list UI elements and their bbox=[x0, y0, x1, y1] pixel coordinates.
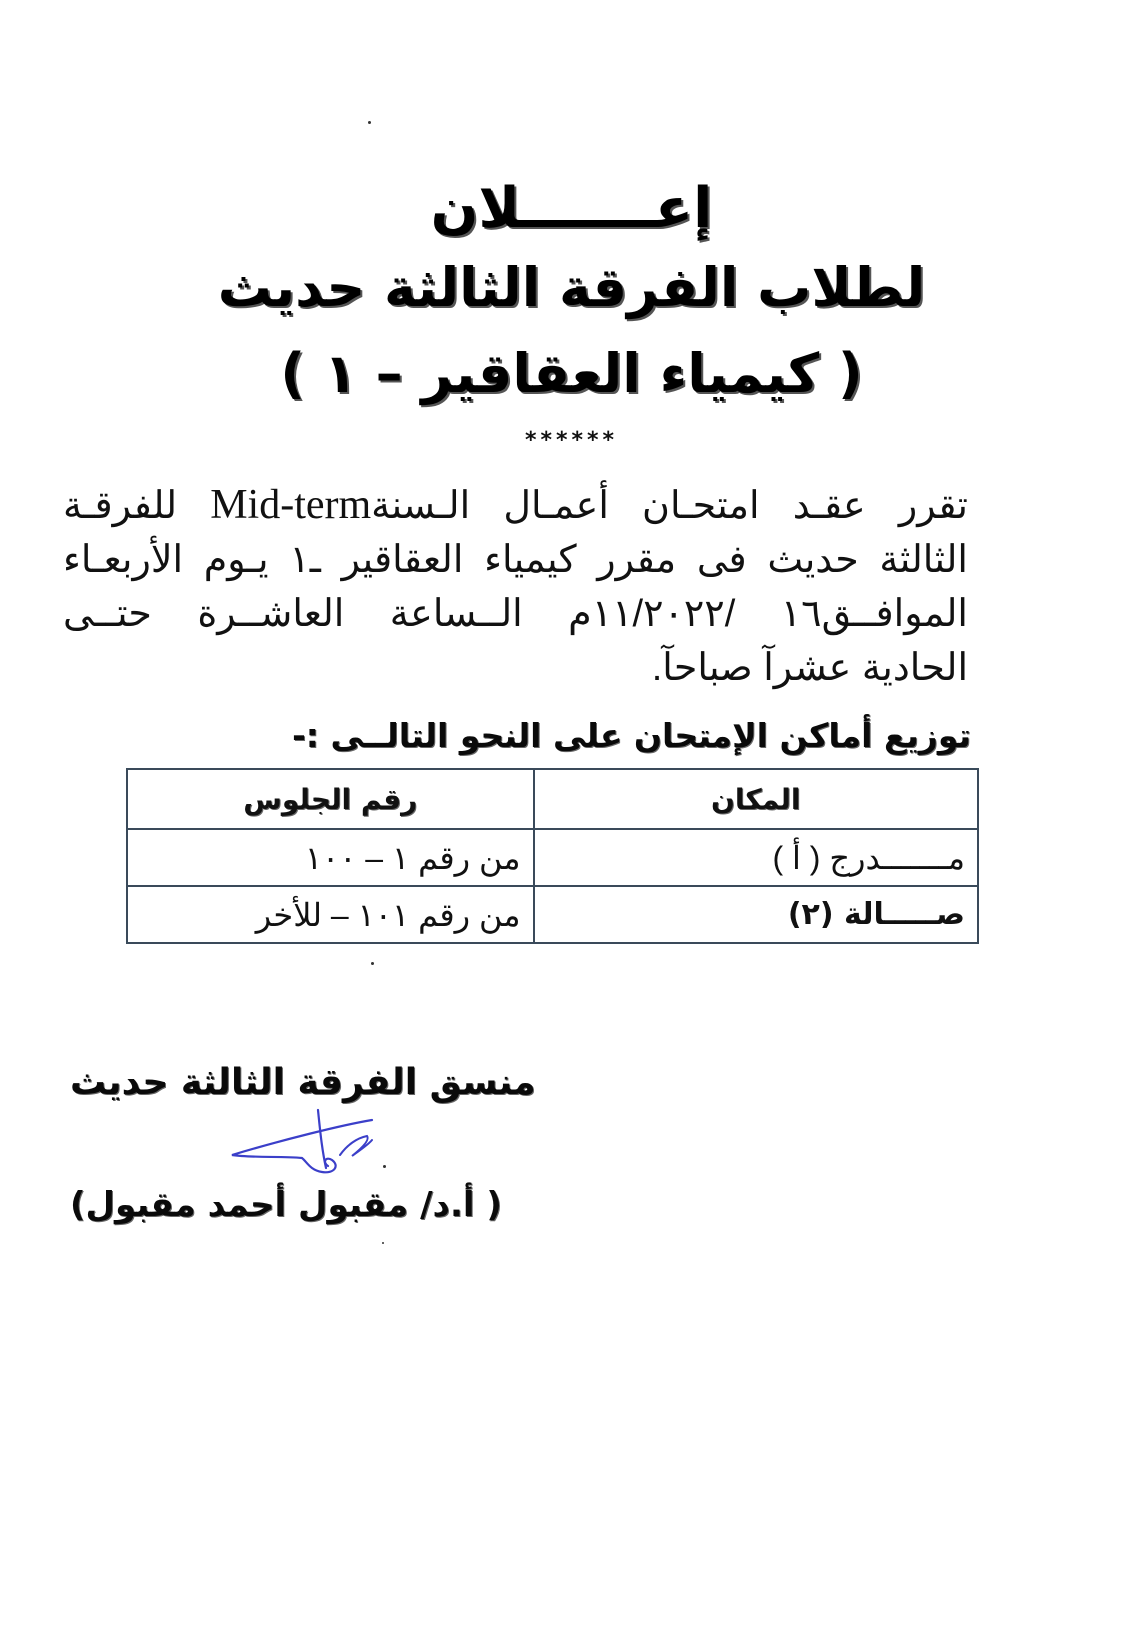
midterm-label: Mid-term bbox=[210, 482, 372, 528]
body-line-1-arabic: تقرر عقـد امتحـان أعمـال الـسنة bbox=[371, 485, 968, 527]
scan-speck bbox=[383, 1165, 386, 1168]
signatory-name: ( أ.د/ مقبول أحمد مقبول) bbox=[70, 1185, 502, 1225]
body-line-4: الحادية عشرآ صباحآ. bbox=[651, 647, 968, 689]
scan-speck bbox=[371, 962, 374, 965]
body-line-1 bbox=[63, 478, 968, 533]
distribution-heading: توزيع أماكن الإمتحان على النحو التالــى :- bbox=[292, 716, 971, 755]
table-row bbox=[127, 829, 978, 886]
row-1-seat-number: من رقم ١ – ١٠٠ bbox=[127, 829, 534, 886]
scan-speck bbox=[368, 121, 371, 124]
body-line-1-end: للفرقـة bbox=[63, 485, 211, 527]
header-seat-number: رقم الجلوس bbox=[127, 769, 534, 829]
body-line-2: الثالثة حديث فى مقرر كيمياء العقاقير ـ١ يـوم الأربعـاء bbox=[63, 539, 968, 581]
scan-speck bbox=[382, 1242, 384, 1244]
exam-locations-table bbox=[126, 768, 979, 944]
separator-stars: ****** bbox=[524, 428, 619, 453]
announcement-body bbox=[63, 478, 968, 695]
body-line-3: الموافــق١٦ /١١/٢٠٢٢م الــساعة العاشــرة حتــى bbox=[63, 593, 968, 635]
row-2-seat-number: من رقم ١٠١ – للأخر bbox=[127, 886, 534, 943]
table-header-row bbox=[127, 769, 978, 829]
announcement-course: ( كيمياء العقاقير – ١ ) bbox=[280, 342, 863, 405]
handwritten-signature bbox=[222, 1100, 382, 1180]
row-2-place: صـــــالة (٢) bbox=[534, 886, 979, 943]
signatory-role: منسق الفرقة الثالثة حديث bbox=[70, 1062, 536, 1103]
announcement-title: إعـــــــلان bbox=[430, 176, 713, 241]
header-place: المكان bbox=[534, 769, 979, 829]
row-1-place: مـــــــدرج ( أ ) bbox=[534, 829, 979, 886]
announcement-audience: لطلاب الفرقة الثالثة حديث bbox=[217, 256, 926, 319]
table-row bbox=[127, 886, 978, 943]
